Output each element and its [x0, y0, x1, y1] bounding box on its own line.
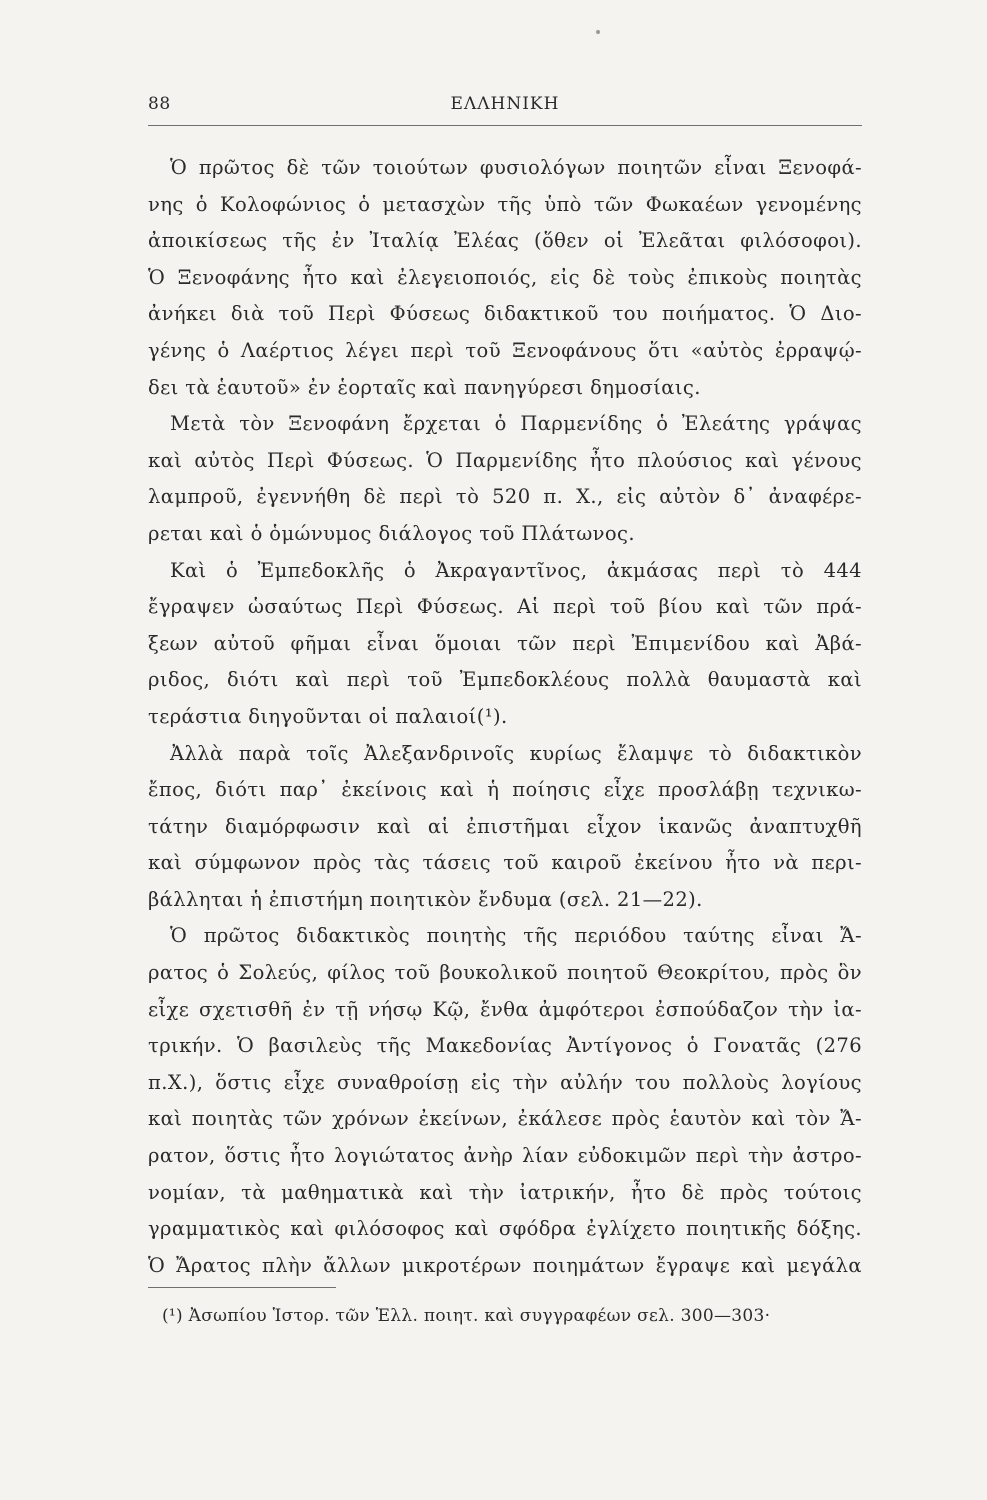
footnote-rule — [148, 1287, 336, 1288]
text-line: γένης ὁ Λαέρτιος λέγει περὶ τοῦ Ξενοφάνους ὅτι «αὐτὸς ἐρραψῴ- — [148, 338, 862, 362]
body-text — [148, 150, 862, 1284]
text-line: εἶχε σχετισθῆ ἐν τῇ νήσῳ Κῷ, ἔνθα ἀμφότεροι ἐσπούδαζον τὴν ἰα- — [148, 997, 862, 1021]
text-line: ἀποικίσεως τῆς ἐν Ἰταλίᾳ Ἐλέας (ὅθεν οἱ Ἐλεᾶται φιλόσοφοι). — [148, 229, 862, 253]
page-number: 88 — [148, 94, 171, 114]
text-line: Ὁ Ξενοφάνης ἦτο καὶ ἐλεγειοποιός, εἰς δὲ τοὺς ἐπικοὺς ποιητὰς — [148, 265, 862, 289]
text-line: ρατον, ὅστις ἦτο λογιώτατος ἀνὴρ λίαν εὐδοκιμῶν περὶ τὴν ἀστρο- — [148, 1144, 862, 1168]
text-line: ἔγραψεν ὡσαύτως Περὶ Φύσεως. Αἱ περὶ τοῦ βίου καὶ τῶν πρά- — [148, 595, 862, 619]
text-line: νης ὁ Κολοφώνιος ὁ μετασχὼν τῆς ὑπὸ τῶν Φωκαέων γενομένης — [148, 192, 862, 216]
text-line: Ὁ πρῶτος δὲ τῶν τοιούτων φυσιολόγων ποιητῶν εἶναι Ξενοφά- — [170, 156, 862, 179]
text-line: ἔπος, διότι παρ᾽ ἐκείνοις καὶ ἡ ποίησις εἶχε προσλάβῃ τεχνικω- — [148, 778, 862, 802]
text-line: λαμπροῦ, ἐγεννήθη δὲ περὶ τὸ 520 π. Χ., εἰς αὐτὸν δ᾽ ἀναφέρε- — [148, 485, 862, 509]
text-line: βάλληται ἡ ἐπιστήμη ποιητικὸν ἔνδυμα (σελ. 21—22). — [148, 887, 703, 911]
page-speck — [596, 30, 600, 34]
text-line: Καὶ ὁ Ἐμπεδοκλῆς ὁ Ἀκραγαντῖνος, ἀκμάσας περὶ τὸ 444 — [170, 558, 862, 582]
text-line: ἀνήκει διὰ τοῦ Περὶ Φύσεως διδακτικοῦ του ποιήματος. Ὁ Διο- — [148, 302, 862, 326]
page-header — [148, 92, 862, 122]
text-line: Ὁ Ἄρατος πλὴν ἄλλων μικροτέρων ποιημάτων ἔγραψε καὶ μεγάλα — [148, 1253, 862, 1277]
text-line: καὶ σύμφωνον πρὸς τὰς τάσεις τοῦ καιροῦ ἐκείνου ἦτο νὰ περι- — [148, 851, 862, 875]
text-line: καὶ ποιητὰς τῶν χρόνων ἐκείνων, ἐκάλεσε πρὸς ἑαυτὸν καὶ τὸν Ἄ- — [148, 1107, 862, 1131]
text-line: νομίαν, τὰ μαθηματικὰ καὶ τὴν ἰατρικήν, ἦτο δὲ πρὸς τούτοις — [148, 1180, 862, 1204]
running-title: ΕΛΛΗΝΙΚΗ — [450, 94, 560, 114]
text-line: τρικήν. Ὁ βασιλεὺς τῆς Μακεδονίας Ἀντίγονος ὁ Γονατᾶς (276 — [148, 1034, 862, 1058]
text-line: καὶ αὐτὸς Περὶ Φύσεως. Ὁ Παρμενίδης ἦτο πλούσιος καὶ γένους — [148, 448, 862, 472]
text-line: ριδος, διότι καὶ περὶ τοῦ Ἐμπεδοκλέους πολλὰ θαυμαστὰ καὶ — [148, 668, 862, 692]
text-line: Ἀλλὰ παρὰ τοῖς Ἀλεξανδρινοῖς κυρίως ἔλαμψε τὸ διδακτικὸν — [170, 741, 862, 765]
text-line: π.Χ.), ὅστις εἶχε συναθροίσῃ εἰς τὴν αὐλήν του πολλοὺς λογίους — [148, 1070, 862, 1094]
header-rule — [148, 125, 862, 126]
text-line: τάτην διαμόρφωσιν καὶ αἱ ἐπιστῆμαι εἶχον ἱκανῶς ἀναπτυχθῆ — [148, 814, 862, 838]
text-line: ρεται καὶ ὁ ὁμώνυμος διάλογος τοῦ Πλάτωνος. — [148, 521, 635, 545]
footnote: (¹) Ἀσωπίου Ἱστορ. τῶν Ἑλλ. ποιητ. καὶ συγγραφέων σελ. 300—303· — [162, 1306, 771, 1326]
text-line: Μετὰ τὸν Ξενοφάνη ἔρχεται ὁ Παρμενίδης ὁ Ἐλεάτης γράψας — [170, 412, 862, 436]
text-line: ρατος ὁ Σολεύς, φίλος τοῦ βουκολικοῦ ποιητοῦ Θεοκρίτου, πρὸς ὃν — [148, 961, 862, 985]
text-line: Ὁ πρῶτος διδακτικὸς ποιητὴς τῆς περιόδου ταύτης εἶναι Ἄ- — [170, 924, 862, 948]
text-line: δει τὰ ἑαυτοῦ» ἐν ἑορταῖς καὶ πανηγύρεσι δημοσίαις. — [148, 375, 701, 399]
text-line: ξεων αὐτοῦ φῆμαι εἶναι ὅμοιαι τῶν περὶ Ἐπιμενίδου καὶ Ἀβά- — [148, 631, 862, 655]
text-line: τεράστια διηγοῦνται οἱ παλαιοί(¹). — [148, 704, 508, 728]
text-line: γραμματικὸς καὶ φιλόσοφος καὶ σφόδρα ἐγλίχετο ποιητικῆς δόξης. — [148, 1217, 862, 1241]
